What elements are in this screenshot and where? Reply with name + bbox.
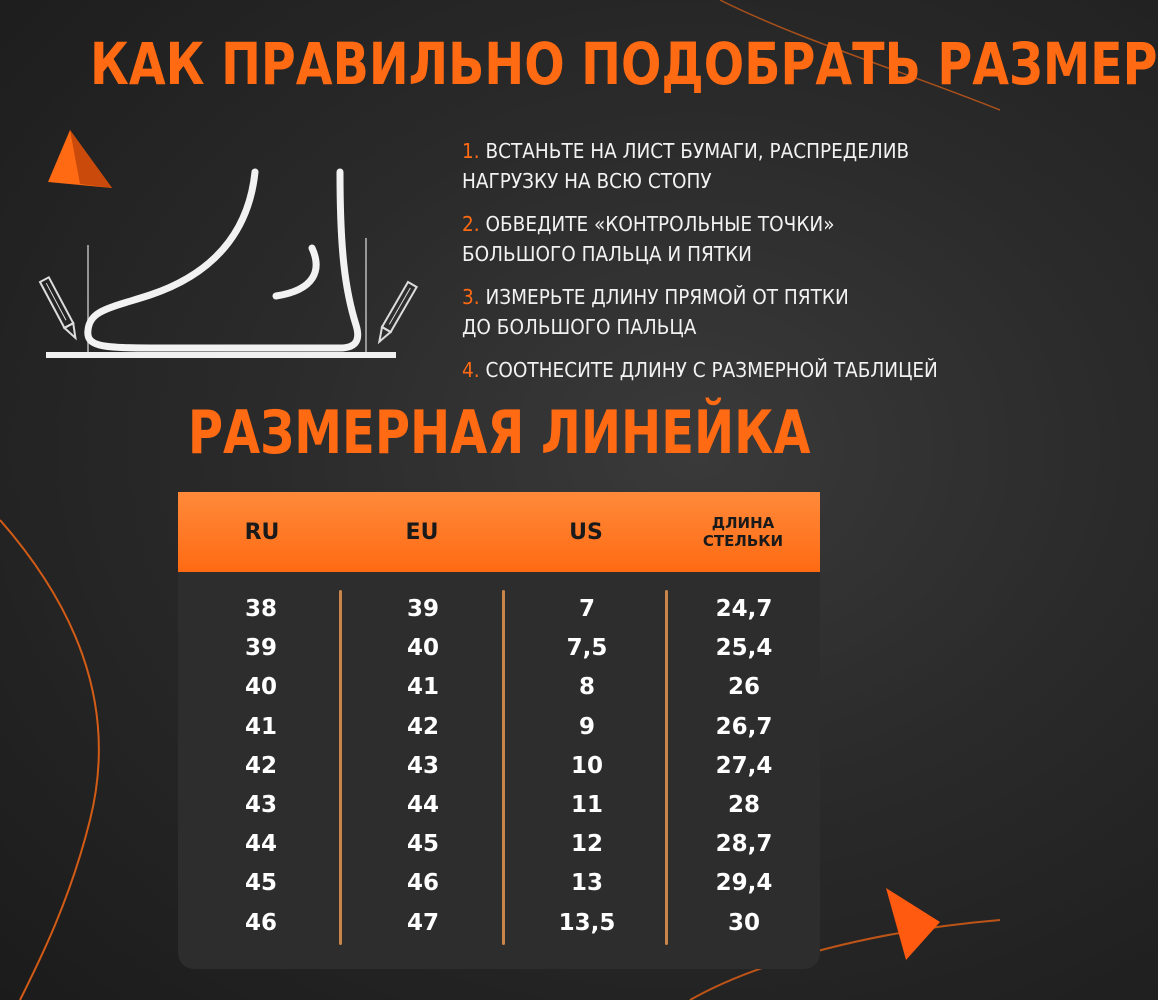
pencil-icon (40, 277, 80, 340)
table-cell: 42 (244, 752, 277, 779)
table-cell: 27,4 (715, 752, 773, 779)
table-cell: 13 (570, 870, 603, 897)
table-cell: 26 (727, 674, 760, 701)
table-cell: 25,4 (715, 635, 773, 662)
table-header (178, 492, 820, 572)
table-cell: 47 (406, 909, 439, 936)
table-cell: 41 (244, 713, 277, 740)
step-4: 4. СООТНЕСИТЕ ДЛИНУ С РАЗМЕРНОЙ ТАБЛИЦЕЙ (462, 358, 938, 382)
table-cell: 28 (727, 791, 760, 818)
table-cell: 26,7 (715, 713, 773, 740)
table-cell: 29,4 (715, 870, 773, 897)
foot-outline-icon (40, 160, 420, 370)
header-ru: RU (244, 519, 280, 545)
table-cell: 44 (406, 791, 439, 818)
column-us (507, 590, 667, 943)
step-2: 2. ОБВЕДИТЕ «КОНТРОЛЬНЫЕ ТОЧКИ» БОЛЬШОГО ПАЛЬЦА И ПЯТКИ (462, 212, 835, 266)
table-cell: 43 (406, 752, 439, 779)
pencil-icon (375, 282, 417, 344)
table-cell: 13,5 (558, 909, 616, 936)
table-cell: 40 (406, 635, 439, 662)
step-1: 1. ВСТАНЬТЕ НА ЛИСТ БУМАГИ, РАСПРЕДЕЛИВ НАГРУЗКУ НА ВСЮ СТОПУ (462, 139, 910, 193)
table-cell: 12 (570, 831, 603, 858)
table-cell: 30 (727, 909, 760, 936)
table-cell: 9 (578, 713, 595, 740)
header-us: US (569, 519, 603, 545)
size-table (178, 492, 820, 969)
table-cell: 39 (244, 635, 277, 662)
instruction-steps (462, 136, 992, 398)
table-cell: 7 (578, 596, 595, 622)
table-cell: 7,5 (566, 635, 608, 662)
table-cell: 41 (406, 674, 439, 701)
table-cell: 24,7 (715, 596, 773, 622)
column-ru (181, 590, 341, 943)
table-cell: 45 (406, 831, 439, 858)
table-cell: 40 (244, 674, 277, 701)
column-eu (343, 590, 503, 943)
page-title: КАК ПРАВИЛЬНО ПОДОБРАТЬ РАЗМЕР (90, 30, 1158, 98)
table-cell: 10 (570, 752, 603, 779)
orange-triangle-icon (886, 888, 940, 960)
table-cell: 8 (578, 674, 595, 701)
table-cell: 45 (244, 870, 277, 897)
table-cell: 46 (406, 870, 439, 897)
table-cell: 11 (570, 791, 603, 818)
table-cell: 44 (244, 831, 277, 858)
step-3: 3. ИЗМЕРЬТЕ ДЛИНУ ПРЯМОЙ ОТ ПЯТКИ ДО БОЛЬШОГО ПАЛЬЦА (462, 285, 849, 339)
size-chart-title: РАЗМЕРНАЯ ЛИНЕЙКА (187, 398, 811, 468)
header-insole-length: ДЛИНА СТЕЛЬКИ (702, 514, 784, 550)
table-cell: 42 (406, 713, 439, 740)
header-eu: EU (405, 519, 439, 545)
table-cell: 28,7 (715, 831, 773, 858)
table-cell: 38 (244, 596, 277, 622)
table-cell: 39 (406, 596, 439, 622)
column-insole-length (664, 590, 824, 943)
table-cell: 43 (244, 791, 277, 818)
table-cell: 46 (244, 909, 277, 936)
